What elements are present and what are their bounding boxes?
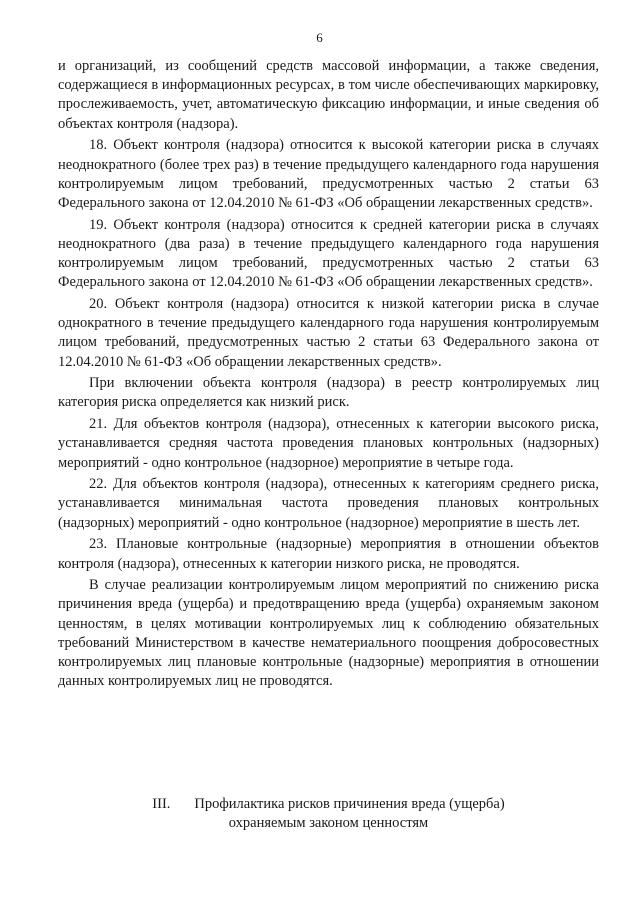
paragraph-20: 20. Объект контроля (надзора) относится к низкой категории риска в случае однократного в течение предыдущего календарного года нарушения контролируемым лицом требований, предусмотренных частью 2 статьи 63 Федерального закона от 12.04.2010 № 61-ФЗ «Об обращении лекарственных средств». [58, 295, 599, 370]
paragraph-23: 23. Плановые контрольные (надзорные) мероприятия в отношении объектов контроля (надзора), отнесенных к категории низкого риска, не проводятся. [58, 536, 599, 572]
section-heading [58, 795, 599, 833]
paragraph-registry: При включении объекта контроля (надзора) в реестр контролируемых лиц категория риска определяется как низкий риск. [58, 375, 599, 411]
paragraph-21: 21. Для объектов контроля (надзора), отнесенных к категории высокого риска, устанавливается средняя частота проведения плановых контрольных (надзорных) мероприятий - одно контрольное (надзорное) мероприятие в четыре года. [58, 416, 599, 471]
section-title-line-2: охраняемым законом ценностям [228, 815, 429, 832]
paragraph-19: 19. Объект контроля (надзора) относится к средней категории риска в случаях неоднократного (два раза) в течение предыдущего календарного года нарушения контролируемым лицом требований, предусмотренных частью 2 статьи 63 Федерального закона от 12.04.2010 № 61-ФЗ «Об обращении лекарственных средств». [58, 216, 599, 291]
paragraph-continuation: и организаций, из сообщений средств массовой информации, а также сведения, содержащиеся в информационных ресурсах, в том числе обеспечивающих маркировку, прослеживаемость, учет, автоматическую фиксацию информации, и иные сведения об объектах контроля (надзора). [58, 58, 599, 132]
section-number: III. [152, 796, 171, 812]
paragraph-22: 22. Для объектов контроля (надзора), отнесенных к категориям среднего риска, устанавливается минимальная частота проведения плановых контрольных (надзорных) мероприятий - одно контрольное (надзорное) мероприятие в шесть лет. [58, 476, 599, 531]
paragraph-18: 18. Объект контроля (надзора) относится к высокой категории риска в случаях неоднократного (более трех раз) в течение предыдущего календарного года нарушения контролируемым лицом требований, предусмотренных частью 2 статьи 63 Федерального закона от 12.04.2010 № 61-ФЗ «Об обращении лекарственных средств». [58, 137, 599, 211]
document-body [58, 57, 599, 694]
page-number: 6 [316, 30, 323, 45]
paragraph-incentive: В случае реализации контролируемым лицом мероприятий по снижению риска причинения вреда (ущерба) и предотвращению вреда (ущерба) охраняемым законом ценностям, в целях мотивации контролируемых лиц к соблюдению обязательных требований Министерством в качестве нематериального поощрения добросовестных контролируемых лиц плановые контрольные (надзорные) мероприятия в отношении данных контролируемых лиц не проводятся. [58, 577, 599, 690]
section-heading-line-1 [58, 795, 599, 814]
section-title-line-1: Профилактика рисков причинения вреда (ущерба) [194, 796, 505, 812]
